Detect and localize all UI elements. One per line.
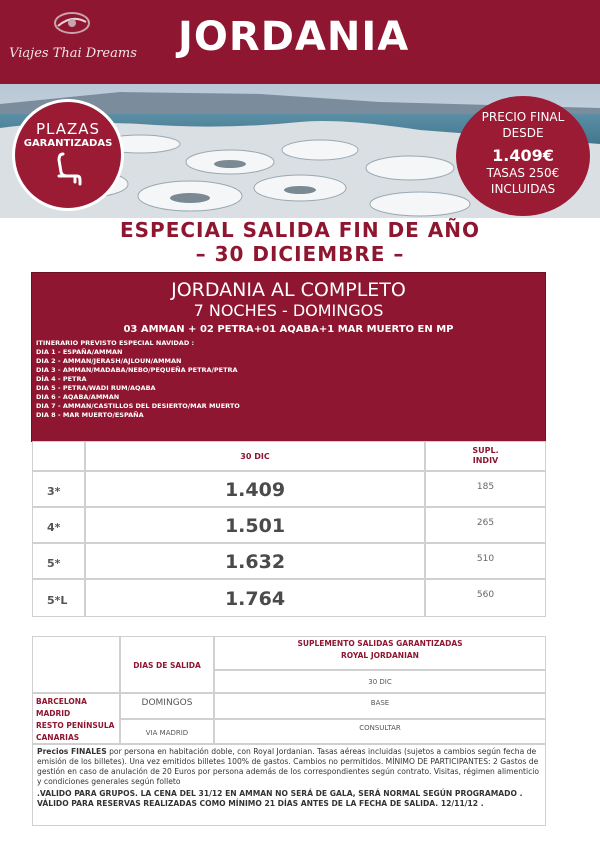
company-logo[interactable] (8, 8, 138, 78)
dias-salida-label: DIAS DE SALIDA (120, 636, 214, 693)
table-header-supl: SUPL. INDIV (425, 441, 546, 471)
notes-body: por persona en habitación doble, con Royal Jordanian. Tasas aéreas incluidas (sujetos a cambios según fecha de emisión de los billetes). Una vez emitidos billetes 100% de gastos. Cambios no permitidos. MÍNIMO DE PARTICIPANTES: 2 Gastos de gestión en caso de anulación de 20 Euros por persona además de los correspondientes según contrato. Visitas, régimen alimenticio y condiciones generales según folleto (37, 747, 540, 786)
notes-line: .VALIDO PARA GRUPOS. LA CENA DEL 31/12 EN AMMAN NO SERÁ DE GALA, SERÁ NORMAL SEGÚN PROGRAMADO . (37, 789, 523, 798)
badge-line: TASAS 250€ (486, 166, 560, 180)
itinerary-day: DIA 6 - AQABA/AMMAN (36, 393, 120, 401)
itinerary-day: DIA 5 - PETRA/WADI RUM/AQABA (36, 384, 156, 392)
table-row-price: 1.501 (85, 507, 425, 543)
cities-cell (32, 693, 120, 744)
itinerary-day: DÍA 4 - PETRA (36, 375, 87, 383)
plazas-garantizadas-badge (12, 99, 124, 211)
itinerary-day: DIA 8 - MAR MUERTO/ESPAÑA (36, 411, 144, 419)
seat-icon (55, 152, 83, 186)
badge-line: PRECIO FINAL (481, 110, 565, 124)
tour-info-box (31, 272, 546, 442)
dep-date: 30 DIC (214, 670, 546, 693)
table-row-price: 1.632 (85, 543, 425, 579)
city: CANARIAS (36, 733, 80, 742)
table-row-supl: 510 (425, 543, 546, 579)
table-row-category: 5* (32, 543, 85, 579)
terms-notes (32, 744, 546, 826)
tour-route: 03 AMMAN + 02 PETRA+01 AQABA+1 MAR MUERTO EN MP (123, 324, 454, 335)
consultar-value: CONSULTAR (214, 719, 546, 744)
notes-lead: Precios FINALES (37, 747, 107, 756)
price-table (32, 441, 546, 617)
itinerary-day: DIA 7 - AMMAN/CASTILLOS DEL DESIERTO/MAR MUERTO (36, 402, 240, 410)
table-row-supl: 560 (425, 579, 546, 617)
supl-title: SUPLEMENTO SALIDAS GARANTIZADAS (297, 639, 463, 648)
special-heading: ESPECIAL SALIDA FIN DE AÑO (119, 218, 481, 242)
logo-text: Viajes Thai Dreams (9, 46, 137, 61)
badge-price: 1.409€ (492, 146, 554, 165)
table-row-price: 1.409 (85, 471, 425, 507)
table-row-supl: 185 (425, 471, 546, 507)
table-header-date: 30 DIC (85, 441, 425, 471)
via-value: VIA MADRID (120, 719, 214, 744)
logo-icon (52, 10, 92, 36)
tour-subtitle: 7 NOCHES - DOMINGOS (193, 301, 384, 320)
table-row-price: 1.764 (85, 579, 425, 617)
day-value: DOMINGOS (120, 693, 214, 719)
badge-line: GARANTIZADAS (23, 138, 113, 149)
table-row-category: 4* (32, 507, 85, 543)
tour-title: JORDANIA AL COMPLETO (171, 279, 406, 301)
itinerary-day: DIA 1 - ESPAÑA/AMMAN (36, 348, 123, 356)
special-date: – 30 DICIEMBRE – (195, 242, 405, 266)
table-cell (32, 636, 120, 693)
badge-line: DESDE (502, 126, 544, 140)
departures-table (32, 636, 546, 744)
city: BARCELONA (36, 697, 87, 706)
city: RESTO PENÍNSULA (36, 721, 115, 730)
airline-name: ROYAL JORDANIAN (341, 651, 419, 660)
supl-header (214, 636, 546, 670)
itinerary-day: DIA 2 - AMMAN/JERASH/AJLOUN/AMMAN (36, 357, 182, 365)
badge-line: INCLUIDAS (490, 182, 556, 196)
header-banner (0, 0, 600, 84)
table-header-cell (32, 441, 85, 471)
table-row-category: 5*L (32, 579, 85, 617)
table-row-category: 3* (32, 471, 85, 507)
notes-line: VÁLIDO PARA RESERVAS REALIZADAS COMO MÍNIMO 21 DÍAS ANTES DE LA FECHA DE SALIDA. 12/11/12 . (37, 799, 484, 808)
city: MADRID (36, 709, 71, 718)
price-badge (456, 96, 590, 216)
badge-line: PLAZAS (35, 120, 101, 138)
base-value: BASE (214, 693, 546, 719)
table-row-supl: 265 (425, 507, 546, 543)
page-title: JORDANIA (178, 14, 410, 60)
itinerary-day: DIA 3 - AMMAN/MADABA/NEBO/PEQUEÑA PETRA/PETRA (36, 366, 238, 374)
itinerary-heading: ITINERARIO PREVISTO ESPECIAL NAVIDAD : (36, 339, 195, 347)
